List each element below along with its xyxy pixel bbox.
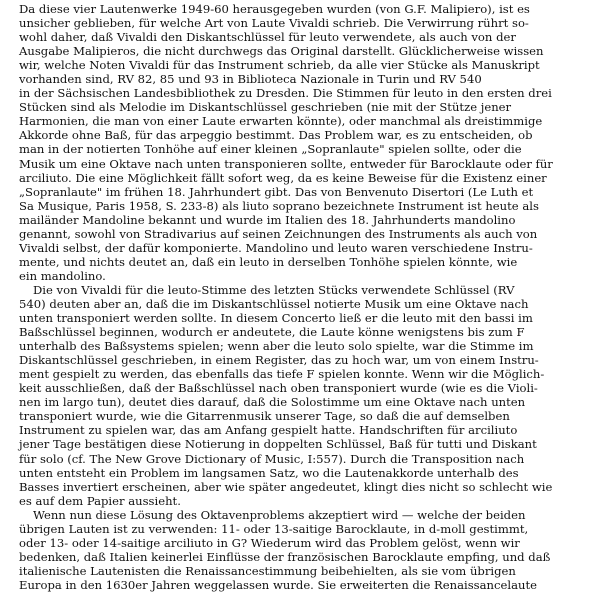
- text-line: oder 13- oder 14-saitige arciliuto in G? Wiederum wird das Problem gelöst, wenn wir: [19, 535, 520, 550]
- paragraph-1: [19, 2, 585, 283]
- text-line: Europa in den 1630er Jahren weggelassen wurde. Sie erweiterten die Renaissancelaute: [19, 577, 537, 592]
- text-line: Stücken sind als Melodie im Diskantschlüssel geschrieben (nie mit der Stütze jener: [19, 100, 512, 115]
- paragraph-2: [19, 283, 585, 508]
- text-line: Die von Vivaldi für die leuto-Stimme des letzten Stücks verwendete Schlüssel (RV: [33, 282, 515, 297]
- text-line: ein mandolino.: [19, 268, 106, 283]
- text-line: „Sopranlaute" im frühen 18. Jahrhundert gibt. Das von Benvenuto Disertori (Le Luth et: [19, 184, 534, 199]
- text-line: man in der notierten Tonhöhe auf einer kleinen „Sopranlaute" spielen sollte, oder die: [19, 142, 522, 157]
- text-line: 540) deuten aber an, daß die im Diskantschlüssel notierte Musik um eine Oktave nach: [19, 296, 529, 311]
- text-line: Da diese vier Lautenwerke 1949-60 herausgegeben wurden (von G.F. Malipiero), ist es: [19, 2, 530, 16]
- text-line: mailänder Mandoline bekannt und wurde im Italien des 18. Jahrhunderts mandolino: [19, 212, 516, 227]
- text-line: arciliuto. Die eine Möglichkeit fällt sofort weg, da es keine Beweise für die Existenz einer: [19, 170, 547, 185]
- text-line: in der Sächsischen Landesbibliothek zu Dresden. Die Stimmen für leuto in den ersten drei: [19, 86, 552, 101]
- text-line: italienische Lautenisten die Renaissancestimmung beibehielten, als sie vom übrigen: [19, 563, 516, 578]
- text-line: Baßschlüssel beginnen, wodurch er andeutete, die Laute könne wenigstens bis zum F: [19, 325, 525, 340]
- text-line: wohl daher, daß Vivaldi den Diskantschlüssel für leuto verwendete, als auch von der: [19, 30, 516, 45]
- text-line: keit ausschließen, daß der Baßschlüssel nach oben transponiert wurde (wie es die Violi-: [19, 381, 538, 396]
- text-line: Harmonien, die man von einer Laute erwarten könnte), oder manchmal als dreistimmige: [19, 114, 543, 129]
- text-line: Diskantschlüssel geschrieben, in einem Register, das zu hoch war, um von einem Instru-: [19, 353, 539, 368]
- text-line: ment gespielt zu werden, das ebenfalls das tiefe F spielen konnte. Wenn wir die Möglich-: [19, 367, 545, 382]
- text-line: Sa Musique, Paris 1958, S. 233-8) als liuto soprano bezeichnete Instrument ist heute als: [19, 198, 539, 213]
- paragraph-3: [19, 508, 585, 592]
- text-line: bedenken, daß Italien keinerlei Einflüsse der französischen Barocklaute empfing, und daß: [19, 549, 551, 564]
- text-line: mente, und nichts deutet an, daß ein leuto in derselben Tonhöhe spielen könnte, wie: [19, 254, 518, 269]
- text-line: für solo (cf. The New Grove Dictionary of Music, I:557). Durch die Transposition nach: [19, 451, 525, 466]
- text-line: transponiert wurde, wie die Gitarrenmusik unserer Tage, so daß die auf demselben: [19, 409, 510, 424]
- text-line: Akkorde ohne Baß, für das arpeggio bestimmt. Das Problem war, es zu entscheiden, ob: [19, 128, 533, 143]
- text-line: vorhanden sind, RV 82, 85 und 93 in Biblioteca Nazionale in Turin und RV 540: [19, 72, 482, 87]
- text-line: unterhalb des Baßsystems spielen; wenn aber die leuto solo spielte, war die Stimme im: [19, 339, 534, 354]
- text-line: wir, welche Noten Vivaldi für das Instrument schrieb, da alle vier Stücke als Manuskript: [19, 58, 540, 73]
- text-line: es auf dem Papier aussieht.: [19, 493, 181, 508]
- text-line: Musik um eine Oktave nach unten transponieren sollte, entweder für Barocklaute oder für: [19, 156, 553, 171]
- text-line: Ausgabe Malipieros, die nicht durchwegs das Original darstellt. Glücklicherweise wissen: [19, 44, 544, 59]
- text-line: Instrument zu spielen war, das am Anfang gespielt hatte. Handschriften für arciliuto: [19, 423, 518, 438]
- text-line: unten transponiert werden sollte. In diesem Concerto ließ er die leuto mit den bassi im: [19, 311, 533, 326]
- text-line: Basses invertiert erscheinen, aber wie später angedeutet, klingt dies nicht so schlecht wie: [19, 479, 553, 494]
- text-line: Vivaldi selbst, der dafür komponierte. Mandolino und leuto waren verschiedene Instru-: [19, 240, 533, 255]
- text-line: unten entsteht ein Problem im langsamen Satz, wo die Lautenakkorde unterhalb des: [19, 465, 519, 480]
- text-line: Wenn nun diese Lösung des Oktavenproblems akzeptiert wird — welche der beiden: [33, 507, 526, 522]
- text-line: jener Tage bestätigen diese Notierung in doppelten Schlüssel, Baß für tutti und Diskant: [19, 437, 537, 452]
- text-line: übrigen Lauten ist zu verwenden: 11- oder 13-saitige Barocklaute, in d-moll gestimmt,: [19, 521, 529, 536]
- text-line: unsicher geblieben, für welche Art von Laute Vivaldi schrieb. Die Verwirrung rührt so-: [19, 16, 529, 31]
- text-line: nen im largo tun), deutet dies darauf, daß die Solostimme um eine Oktave nach unten: [19, 395, 526, 410]
- text-line: genannt, sowohl von Stradivarius auf seinen Zeichnungen des Instruments als auch von: [19, 226, 538, 241]
